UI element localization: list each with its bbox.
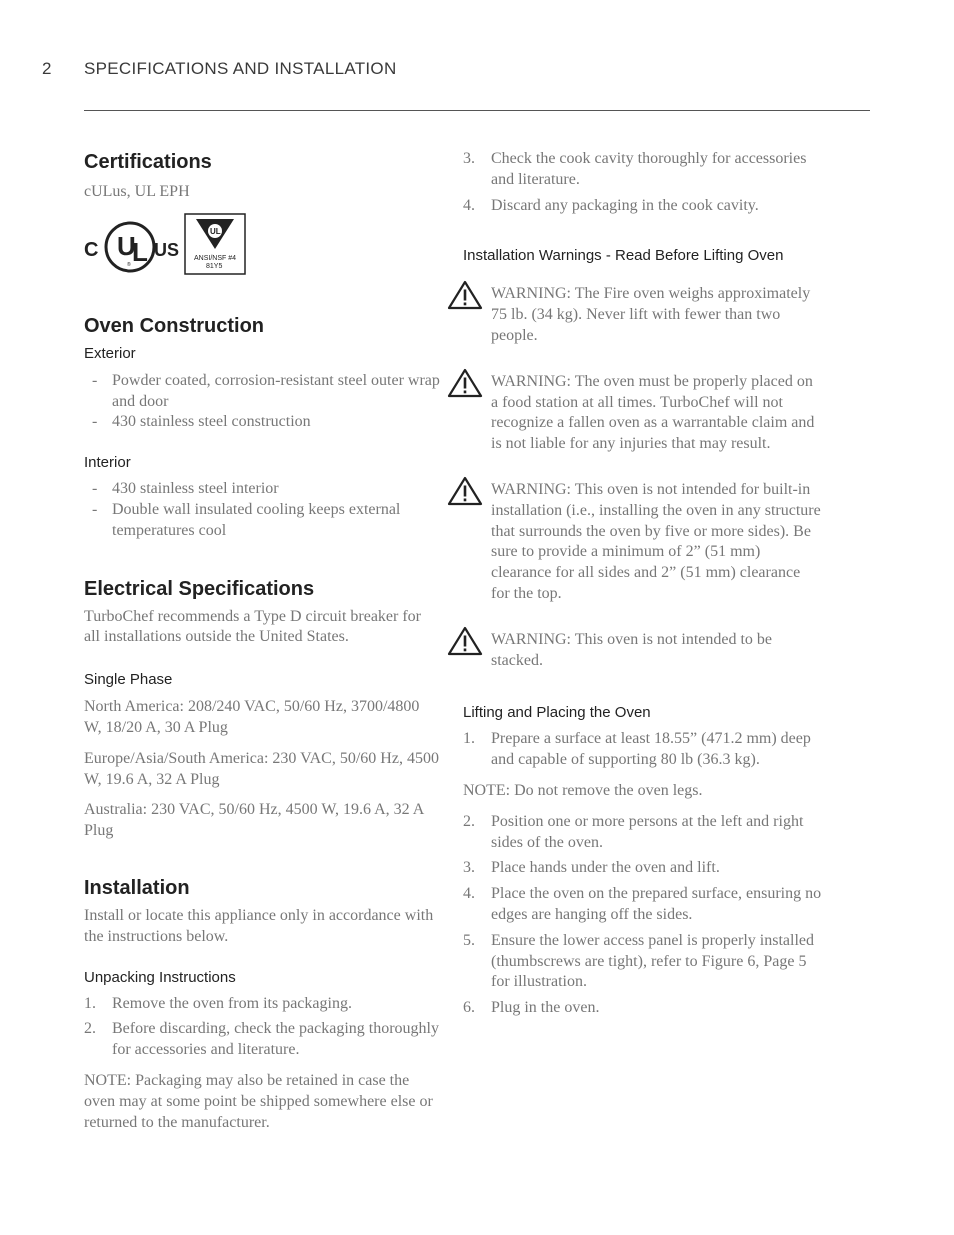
warning-icon xyxy=(447,280,491,315)
svg-text:L: L xyxy=(132,236,148,267)
header-rule xyxy=(84,110,870,111)
list-item: - 430 stainless steel interior xyxy=(92,480,279,498)
section-title: SPECIFICATIONS AND INSTALLATION xyxy=(84,59,397,78)
svg-text:81Y5: 81Y5 xyxy=(206,262,223,270)
page-number: 2 xyxy=(42,59,52,78)
unpacking-steps-a xyxy=(84,994,440,1061)
list-item: 2. Before discarding, check the packaging thoroughly for accessories and literature. xyxy=(84,1020,439,1059)
lifting-steps xyxy=(463,812,822,1019)
svg-text:ANSI/NSF #4: ANSI/NSF #4 xyxy=(194,254,237,262)
australia-spec: Australia: 230 VAC, 50/60 Hz, 4500 W, 19.6 A, 32 A Plug xyxy=(84,801,424,840)
unpacking-note: NOTE: Packaging may also be retained in case the oven may at some point be shipped somewhere else or returned to the manufacturer. xyxy=(84,1071,433,1131)
warning-icon xyxy=(447,626,491,661)
single-phase-heading: Single Phase xyxy=(84,671,173,689)
list-item: 4. Discard any packaging in the cook cavity. xyxy=(463,196,759,214)
unpacking-heading: Unpacking Instructions xyxy=(84,968,236,986)
lifting-step-1 xyxy=(463,729,822,771)
certification-logos xyxy=(84,213,440,275)
list-item: 1. Remove the oven from its packaging. xyxy=(84,994,352,1012)
list-item: 1. Prepare a surface at least 18.55” (471.2 mm) deep and capable of supporting 80 lb (36.3 kg). xyxy=(463,730,811,769)
list-item: 3. Place hands under the oven and lift. xyxy=(463,859,720,877)
lifting-note: NOTE: Do not remove the oven legs. xyxy=(463,781,703,799)
interior-heading: Interior xyxy=(84,454,131,472)
list-item: 2. Position one or more persons at the left and right sides of the oven. xyxy=(463,812,804,851)
list-item: - 430 stainless steel construction xyxy=(92,413,311,431)
europe-spec: Europe/Asia/South America: 230 VAC, 50/60 Hz, 4500 W, 19.6 A, 32 A Plug xyxy=(84,749,439,788)
electrical-heading: Electrical Specifications xyxy=(84,577,315,600)
lifting-heading: Lifting and Placing the Oven xyxy=(463,704,651,722)
warning-text: WARNING: This oven is not intended for built-in installation (i.e., installing the oven in any structure that surrounds the oven by five or more sides). Be sure to provide a minimum of 2” (51 mm) clearance for all sides and 2” (51 mm) clearance for the top. xyxy=(491,480,821,602)
list-item: 5. Ensure the lower access panel is properly installed (thumbscrews are tight), refer to Figure 6, Page 5 for illustration. xyxy=(463,931,814,991)
warning-text: WARNING: The oven must be properly placed on a food station at all times. TurboChef will not recognize a fallen oven as a warrantable claim and is not liable for any injuries that may result. xyxy=(491,372,815,453)
left-column xyxy=(84,149,440,1133)
oven-construction-heading: Oven Construction xyxy=(84,314,265,337)
warning-block xyxy=(447,626,822,672)
page-header xyxy=(42,59,397,79)
list-item: 4. Place the oven on the prepared surface, ensuring no edges are hanging off the sides. xyxy=(463,885,822,923)
lifting-section xyxy=(447,703,822,1019)
warning-icon xyxy=(447,368,491,403)
warning-text: WARNING: The Fire oven weighs approximately 75 lb. (34 kg). Never lift with fewer than two people. xyxy=(491,285,811,344)
svg-text:US: US xyxy=(154,239,180,260)
exterior-heading: Exterior xyxy=(84,344,136,362)
cul-us-logo xyxy=(84,219,180,275)
ul-eph-logo xyxy=(184,213,246,275)
warning-text: WARNING: This oven is not intended to be stacked. xyxy=(491,630,773,669)
list-item: 3. Check the cook cavity thoroughly for accessories and literature. xyxy=(463,150,807,188)
interior-list xyxy=(84,479,440,541)
electrical-intro: TurboChef recommends a Type D circuit breaker for all installations outside the United States. xyxy=(84,607,421,646)
svg-text:UL: UL xyxy=(210,226,221,236)
warning-icon xyxy=(447,476,491,511)
list-item: - Powder coated, corrosion-resistant steel outer wrap and door xyxy=(92,371,440,410)
installation-heading: Installation xyxy=(84,876,190,899)
right-column xyxy=(447,149,822,1019)
certifications-text: cULus, UL EPH xyxy=(84,183,190,200)
certifications-heading: Certifications xyxy=(84,151,212,173)
unpacking-steps-b xyxy=(447,149,822,216)
warning-block xyxy=(447,280,822,346)
list-item: - Double wall insulated cooling keeps external temperatures cool xyxy=(92,500,401,539)
warning-block xyxy=(447,368,822,455)
svg-text:U: U xyxy=(117,230,136,261)
north-america-spec: North America: 208/240 VAC, 50/60 Hz, 3700/4800 W, 18/20 A, 30 A Plug xyxy=(84,698,420,736)
svg-text:C: C xyxy=(84,238,99,261)
exterior-list xyxy=(84,371,440,433)
warnings-heading: Installation Warnings - Read Before Lifting Oven xyxy=(463,247,784,265)
svg-text:®: ® xyxy=(127,261,131,268)
list-item: 6. Plug in the oven. xyxy=(463,999,600,1017)
warning-block xyxy=(447,476,822,605)
installation-intro: Install or locate this appliance only in accordance with the instructions below. xyxy=(84,906,434,945)
